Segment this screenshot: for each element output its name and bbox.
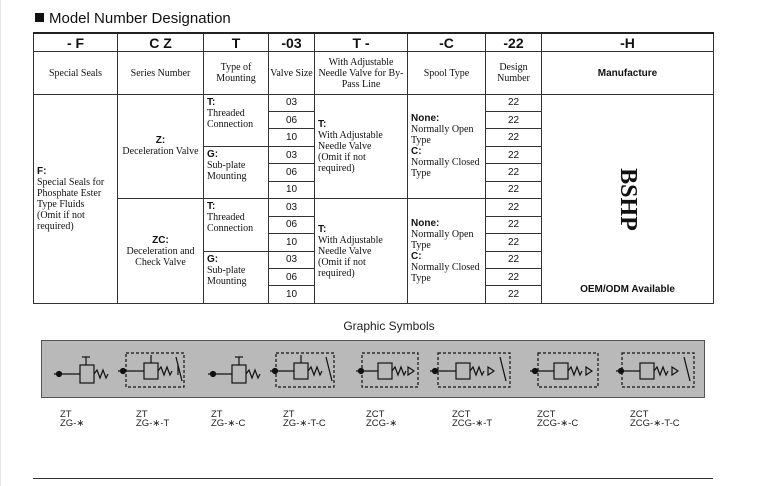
spool-type-cell bbox=[408, 94, 486, 199]
symbol-zct-c-icon bbox=[530, 353, 598, 387]
mounting-threaded-cell bbox=[204, 199, 269, 251]
spool-desc: Normally Closed Type bbox=[411, 157, 480, 180]
mounting-desc: Sub-plate Mounting bbox=[207, 159, 247, 182]
design-number-cell: 22 bbox=[486, 146, 542, 163]
symbol-label bbox=[283, 410, 326, 428]
design-number-cell: 22 bbox=[486, 199, 542, 216]
mounting-subplate-cell bbox=[204, 146, 269, 198]
symbol-label-top: ZCT bbox=[537, 409, 556, 420]
design-number-cell: 22 bbox=[486, 94, 542, 111]
symbol-label-bottom: ZG bbox=[60, 418, 74, 429]
design-number-cell: 22 bbox=[486, 268, 542, 285]
section-heading bbox=[35, 10, 231, 27]
spool-code: C: bbox=[411, 146, 422, 158]
mounting-code: T: bbox=[207, 96, 216, 108]
symbol-label-top: ZCT bbox=[452, 409, 471, 420]
header-cell: Series Number bbox=[118, 52, 204, 94]
symbol-zct-t-icon bbox=[430, 353, 510, 387]
symbol-label-bottom: ZG bbox=[136, 418, 150, 429]
symbol-label bbox=[211, 410, 245, 428]
spool-desc: Normally Closed Type bbox=[411, 262, 480, 285]
design-number-cell: 22 bbox=[486, 216, 542, 233]
symbol-label-bottom: ZCG bbox=[452, 418, 473, 429]
symbol-label-bottom: ZG bbox=[211, 418, 225, 429]
symbol-label-bottom: ZG bbox=[283, 418, 297, 429]
size-cell: 06 bbox=[269, 112, 315, 129]
series-code: ZC: bbox=[152, 234, 169, 246]
design-number-cell: 22 bbox=[486, 234, 542, 251]
series-desc: Deceleration Valve bbox=[122, 146, 199, 158]
symbol-label-suffix: -∗ bbox=[73, 418, 85, 429]
symbol-zt-c-icon bbox=[208, 357, 260, 383]
needle-desc: With Adjustable Needle Valve bbox=[318, 234, 383, 257]
mounting-code: T: bbox=[207, 201, 216, 213]
mounting-desc: Threaded Connection bbox=[207, 107, 254, 130]
design-number-cell: 22 bbox=[486, 112, 542, 129]
symbol-label-suffix: -∗-C bbox=[224, 418, 246, 429]
bottom-rule bbox=[33, 478, 713, 479]
size-cell: 10 bbox=[269, 181, 315, 198]
brand-logo bbox=[614, 155, 640, 245]
series-code: Z: bbox=[155, 135, 166, 147]
symbol-zct-icon bbox=[356, 353, 418, 387]
mounting-desc: Sub-plate Mounting bbox=[207, 264, 247, 287]
size-cell: 06 bbox=[269, 164, 315, 181]
header-cell: Design Number bbox=[486, 52, 542, 94]
symbol-label bbox=[60, 410, 84, 428]
square-bullet-icon bbox=[35, 13, 44, 22]
series-zc-cell bbox=[118, 199, 204, 304]
header-cell: Spool Type bbox=[408, 52, 486, 94]
code-cell: -C bbox=[408, 33, 486, 52]
code-cell: - F bbox=[34, 33, 118, 52]
symbol-label-suffix: -∗ bbox=[386, 418, 398, 429]
symbol-zct-t-c-icon bbox=[616, 353, 694, 387]
code-cell: -22 bbox=[486, 33, 542, 52]
header-cell: Type of Mounting bbox=[204, 52, 269, 94]
graphic-symbols-drawing bbox=[42, 341, 704, 397]
size-cell: 03 bbox=[269, 199, 315, 216]
needle-code: T: bbox=[318, 118, 327, 130]
needle-desc: With Adjustable Needle Valve bbox=[318, 129, 383, 152]
symbol-label bbox=[366, 410, 397, 428]
design-number-cell: 22 bbox=[486, 129, 542, 146]
symbol-label bbox=[630, 410, 680, 428]
code-cell: T - bbox=[315, 33, 408, 52]
special-seals-cell bbox=[34, 94, 118, 303]
graphic-symbols-panel bbox=[41, 340, 705, 398]
code-cell: -H bbox=[542, 33, 714, 52]
header-row bbox=[34, 52, 714, 94]
symbol-label-top: ZT bbox=[60, 409, 72, 420]
code-cell: C Z bbox=[118, 33, 204, 52]
symbol-label-bottom: ZCG bbox=[537, 418, 558, 429]
spool-desc: Normally Open Type bbox=[411, 124, 474, 147]
data-row bbox=[34, 94, 714, 111]
code-row bbox=[34, 33, 714, 52]
seals-code: F: bbox=[37, 165, 47, 177]
size-cell: 10 bbox=[269, 129, 315, 146]
mounting-subplate-cell bbox=[204, 251, 269, 304]
symbol-label bbox=[136, 410, 169, 428]
symbol-zt-icon bbox=[54, 357, 108, 383]
needle-valve-cell bbox=[315, 199, 408, 304]
symbol-label bbox=[452, 410, 492, 428]
manufacture-cell bbox=[542, 94, 714, 303]
spool-type-cell bbox=[408, 199, 486, 304]
header-cell: Manufacture bbox=[542, 52, 714, 94]
size-cell: 06 bbox=[269, 268, 315, 285]
size-cell: 10 bbox=[269, 234, 315, 251]
needle-note: (Omit if not required) bbox=[318, 151, 366, 174]
seals-desc: Special Seals for Phosphate Ester Type Fluids bbox=[37, 176, 105, 210]
size-cell: 03 bbox=[269, 146, 315, 163]
symbol-label-top: ZCT bbox=[630, 409, 649, 420]
symbol-label-suffix: -∗-T bbox=[149, 418, 170, 429]
design-number-cell: 22 bbox=[486, 181, 542, 198]
brand-text: BSHP bbox=[614, 168, 641, 231]
symbol-label-suffix: -∗-T-C bbox=[650, 418, 680, 429]
header-cell: With Adjustable Needle Valve for By-Pass Line bbox=[315, 52, 408, 94]
needle-code: T: bbox=[318, 223, 327, 235]
symbol-label-bottom: ZCG bbox=[366, 418, 387, 429]
needle-note: (Omit if not required) bbox=[318, 256, 366, 279]
symbol-label-bottom: ZCG bbox=[630, 418, 651, 429]
oem-note: OEM/ODM Available bbox=[580, 284, 675, 295]
symbol-label-top: ZCT bbox=[366, 409, 385, 420]
design-number-cell: 22 bbox=[486, 164, 542, 181]
size-cell: 10 bbox=[269, 286, 315, 304]
mounting-threaded-cell bbox=[204, 94, 269, 146]
mounting-code: G: bbox=[207, 253, 219, 265]
mounting-code: G: bbox=[207, 148, 219, 160]
size-cell: 03 bbox=[269, 94, 315, 111]
spool-desc: Normally Open Type bbox=[411, 229, 474, 252]
header-cell: Valve Size bbox=[269, 52, 315, 94]
page-edge-rule bbox=[0, 0, 1, 486]
symbol-label-suffix: -∗-C bbox=[557, 418, 579, 429]
graphic-symbols-title: Graphic Symbols bbox=[343, 319, 435, 333]
spool-code: None: bbox=[411, 218, 440, 230]
seals-note: (Omit if not required) bbox=[37, 209, 85, 232]
symbol-label-top: ZT bbox=[211, 409, 223, 420]
model-designation-table bbox=[33, 32, 714, 304]
symbol-label-suffix: -∗-T-C bbox=[296, 418, 326, 429]
size-cell: 06 bbox=[269, 216, 315, 233]
header-cell: Special Seals bbox=[34, 52, 118, 94]
symbol-label-suffix: -∗-T bbox=[472, 418, 493, 429]
needle-valve-cell bbox=[315, 94, 408, 199]
section-heading-text: Model Number Designation bbox=[49, 10, 231, 27]
spool-code: None: bbox=[411, 113, 440, 125]
code-cell: T bbox=[204, 33, 269, 52]
series-z-cell bbox=[118, 94, 204, 199]
symbol-label-top: ZT bbox=[283, 409, 295, 420]
symbol-label-top: ZT bbox=[136, 409, 148, 420]
design-number-cell: 22 bbox=[486, 251, 542, 268]
series-desc: Deceleration and Check Valve bbox=[126, 245, 195, 268]
symbol-zt-t-c-icon bbox=[270, 353, 334, 387]
mounting-desc: Threaded Connection bbox=[207, 212, 254, 235]
symbol-label bbox=[537, 410, 578, 428]
symbol-zt-t-icon bbox=[118, 353, 184, 387]
size-cell: 03 bbox=[269, 251, 315, 268]
design-number-cell: 22 bbox=[486, 286, 542, 304]
spool-code: C: bbox=[411, 251, 422, 263]
code-cell: -03 bbox=[269, 33, 315, 52]
